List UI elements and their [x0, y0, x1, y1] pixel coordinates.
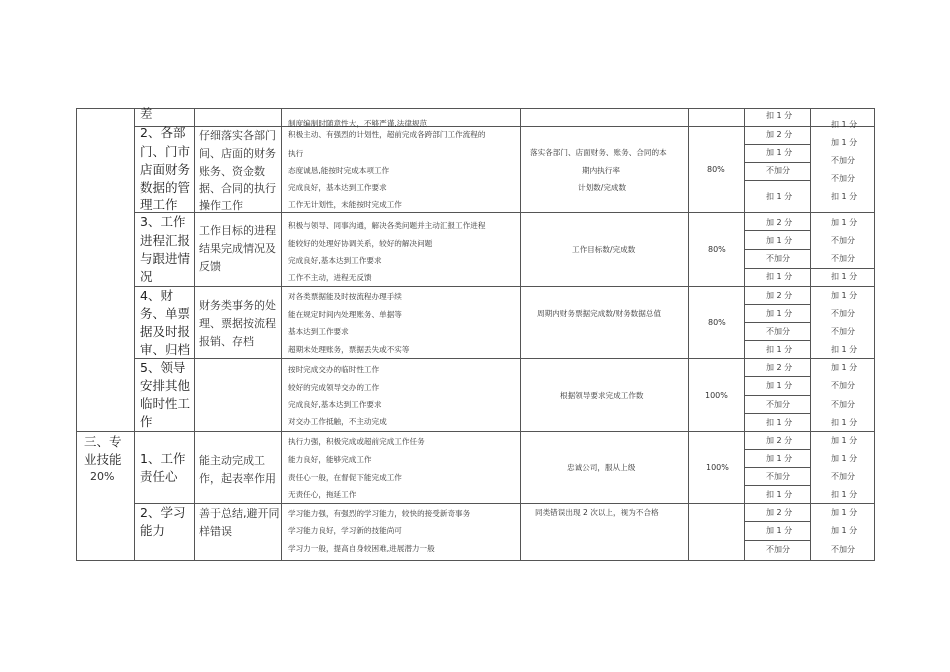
assessment-item: 作: [140, 414, 153, 429]
scoring-standard: 完成良好,基本达到工作要求: [288, 256, 382, 265]
row-divider: [76, 431, 875, 432]
target-value: 100%: [706, 463, 729, 472]
scoring-standard: 完成良好，基本达到工作要求: [288, 183, 387, 192]
score-cell: 加 2 分: [766, 218, 793, 227]
assessment-item: 责任心: [140, 469, 178, 484]
score-cell: 加 1 分: [766, 148, 793, 157]
assessment-item: 差: [140, 106, 153, 121]
adjust-cell: 加 1 分: [831, 138, 858, 147]
score-cell: 扣 1 分: [766, 111, 793, 120]
scoring-standard: 积极与领导、同事沟通，解决各类问题并主动汇报工作进程: [288, 221, 486, 230]
assessment-item: 数据的管: [140, 180, 191, 195]
scoring-standard: 学习能力良好，学习新的技能尚可: [288, 526, 402, 535]
adjust-cell: 不加分: [831, 327, 855, 336]
assessment-content: 账务、资金数: [199, 165, 265, 178]
assessment-content: 间、店面的财务: [199, 147, 276, 160]
adjust-cell: 不加分: [831, 309, 855, 318]
score-cell: 扣 1 分: [766, 192, 793, 201]
adjust-cell: 加 1 分: [831, 436, 858, 445]
scoring-standard: 能在规定时间内处理账务、单据等: [288, 310, 402, 319]
score-divider: [744, 162, 810, 163]
score-cell: 加 2 分: [766, 130, 793, 139]
score-cell: 加 1 分: [766, 309, 793, 318]
indicator-text: 忠诚公司，服从上级: [567, 463, 636, 472]
score-cell: 加 1 分: [766, 381, 793, 390]
score-cell: 不加分: [766, 166, 790, 175]
row-divider: [134, 126, 875, 127]
adjust-cell: 扣 1 分: [831, 418, 858, 427]
assessment-content: 善于总结,避开同: [199, 507, 280, 520]
scoring-standard: 执行: [288, 149, 304, 158]
table-column-divider: [810, 108, 811, 560]
score-divider: [744, 268, 874, 269]
score-divider: [744, 180, 810, 181]
adjust-cell: 加 1 分: [831, 508, 858, 517]
assessment-item: 务、单票: [140, 306, 191, 321]
score-divider: [744, 340, 810, 341]
score-cell: 不加分: [766, 400, 790, 409]
indicator-text: 计划数/完成数: [578, 183, 627, 192]
target-value: 80%: [708, 245, 726, 254]
score-cell: 加 2 分: [766, 436, 793, 445]
category-label: 业技能: [84, 452, 122, 467]
row-divider: [134, 212, 875, 213]
assessment-item: 临时性工: [140, 396, 191, 411]
score-divider: [744, 521, 810, 522]
assessment-item: 3、工作: [140, 214, 186, 229]
table-border-bottom: [76, 560, 875, 561]
target-value: 80%: [707, 165, 725, 174]
scoring-standard: 责任心一般，在督促下能完成工作: [288, 473, 402, 482]
adjust-cell: 加 1 分: [831, 526, 858, 535]
indicator-text: 根据领导要求完成工作数: [560, 391, 644, 400]
score-divider: [744, 413, 810, 414]
score-divider: [744, 322, 810, 323]
table-border-top: [76, 108, 875, 109]
score-divider: [744, 230, 810, 231]
assessment-item: 2、学习: [140, 505, 186, 520]
assessment-content: 工作目标的进程: [199, 224, 276, 237]
assessment-content: 能主动完成工: [199, 454, 265, 467]
table-column-divider: [281, 108, 282, 560]
indicator-text: 周期内财务票据完成数/财务数据总值: [537, 309, 662, 318]
score-cell: 扣 1 分: [766, 490, 793, 499]
score-divider: [744, 304, 810, 305]
score-cell: 加 1 分: [766, 454, 793, 463]
adjust-cell: 加 1 分: [831, 454, 858, 463]
assessment-content: 反馈: [199, 260, 221, 273]
scoring-standard: 执行力强，积极完成或超前完成工作任务: [288, 437, 425, 446]
adjust-cell: 扣 1 分: [831, 490, 858, 499]
score-divider: [744, 395, 810, 396]
scoring-standard: 无责任心，拖延工作: [288, 490, 357, 499]
scoring-standard: 学习力一般，提高自身较困难,进展潜力一般: [288, 544, 435, 553]
assessment-content: 操作工作: [199, 199, 243, 212]
scoring-standard: 学习能力强，有强烈的学习能力，较快的接受新奇事务: [288, 509, 471, 518]
scoring-standard: 态度诚恳,能按时完成本项工作: [288, 166, 390, 175]
adjust-cell: 不加分: [831, 254, 855, 263]
assessment-item: 4、财: [140, 288, 173, 303]
row-divider: [134, 286, 875, 287]
assessment-content: 仔细落实各部门: [199, 129, 276, 142]
score-divider: [744, 144, 810, 145]
scoring-standard: 按时完成交办的临时性工作: [288, 365, 380, 374]
indicator-text: 同类错误出现 2 次以上，视为不合格: [535, 508, 659, 517]
scoring-standard: 能较好的处理好协调关系，较好的解决问题: [288, 239, 433, 248]
scoring-standard: 对各类票据能及时按流程办理手续: [288, 292, 402, 301]
row-divider: [134, 358, 875, 359]
assessment-content: 据、合同的执行: [199, 182, 276, 195]
adjust-cell: 不加分: [831, 400, 855, 409]
table-column-divider: [744, 108, 745, 560]
assessment-item: 审、归档: [140, 342, 191, 357]
scoring-standard: 能力良好，能够完成工作: [288, 455, 372, 464]
assessment-content: 理、票据按流程: [199, 317, 276, 330]
assessment-item: 安排其他: [140, 378, 191, 393]
category-label: 三、专: [84, 434, 122, 449]
adjust-cell: 不加分: [831, 472, 855, 481]
scoring-standard: 完成良好,基本达到工作要求: [288, 400, 382, 409]
assessment-item: 门、门市: [140, 144, 191, 159]
scoring-standard: 制度编制时随意性大，不够严谨,法律规范: [288, 119, 428, 128]
indicator-text: 落实各部门、店面财务、账务、合同的本: [530, 148, 667, 157]
adjust-cell: 加 1 分: [831, 363, 858, 372]
score-cell: 扣 1 分: [766, 272, 793, 281]
assessment-item: 能力: [140, 523, 166, 538]
assessment-item: 与跟进情: [140, 251, 191, 266]
adjust-cell: 扣 1 分: [831, 272, 858, 281]
score-divider: [744, 249, 810, 250]
score-divider: [744, 540, 810, 541]
adjust-cell: 不加分: [831, 545, 855, 554]
score-cell: 扣 1 分: [766, 418, 793, 427]
assessment-content: 结果完成情况及: [199, 242, 276, 255]
assessment-item: 店面财务: [140, 162, 191, 177]
scoring-standard: 工作不主动，进程无反馈: [288, 273, 372, 282]
assessment-item: 5、领导: [140, 360, 186, 375]
scoring-standard: 对交办工作抵触，不主动完成: [288, 417, 387, 426]
scoring-standard: 较好的完成领导交办的工作: [288, 383, 380, 392]
table-column-divider: [520, 108, 521, 560]
adjust-cell: 不加分: [831, 381, 855, 390]
score-divider: [744, 449, 810, 450]
score-cell: 不加分: [766, 472, 790, 481]
table-border-left: [76, 108, 77, 560]
target-value: 80%: [708, 318, 726, 327]
assessment-content: 样错误: [199, 525, 232, 538]
score-cell: 扣 1 分: [766, 345, 793, 354]
score-cell: 加 1 分: [766, 526, 793, 535]
table-column-divider: [134, 108, 135, 560]
table-border-right: [874, 108, 875, 560]
adjust-cell: 不加分: [831, 156, 855, 165]
assessment-content: 报销、存档: [199, 335, 254, 348]
score-cell: 不加分: [766, 545, 790, 554]
table-column-divider: [194, 108, 195, 560]
score-cell: 加 2 分: [766, 291, 793, 300]
assessment-item: 1、工作: [140, 451, 186, 466]
score-cell: 加 2 分: [766, 363, 793, 372]
target-value: 100%: [705, 391, 728, 400]
assessment-item: 理工作: [140, 197, 178, 212]
score-cell: 加 1 分: [766, 236, 793, 245]
score-cell: 不加分: [766, 254, 790, 263]
adjust-cell: 不加分: [831, 174, 855, 183]
score-divider: [744, 485, 810, 486]
indicator-text: 工作目标数/完成数: [572, 245, 636, 254]
scoring-standard: 工作无计划性，未能按时完成工作: [288, 200, 402, 209]
scoring-standard: 超期未处理账务，票据丢失或不实等: [288, 345, 410, 354]
score-cell: 加 2 分: [766, 508, 793, 517]
category-weight: 20%: [90, 470, 115, 483]
score-divider: [744, 376, 810, 377]
assessment-item: 进程汇报: [140, 233, 191, 248]
assessment-item: 据及时报: [140, 324, 191, 339]
scoring-standard: 基本达到工作要求: [288, 327, 349, 336]
score-divider: [744, 467, 810, 468]
table-column-divider: [688, 108, 689, 560]
scoring-standard: 积极主动、有强烈的计划性，超前完成各跨部门工作流程的: [288, 130, 486, 139]
score-cell: 不加分: [766, 327, 790, 336]
row-divider: [134, 503, 875, 504]
adjust-cell: 扣 1 分: [831, 120, 858, 129]
indicator-text: 期内执行率: [582, 166, 620, 175]
assessment-item: 况: [140, 269, 153, 284]
assessment-item: 2、各部: [140, 125, 186, 140]
adjust-cell: 不加分: [831, 236, 855, 245]
adjust-cell: 扣 1 分: [831, 345, 858, 354]
assessment-content: 作，起表率作用: [199, 472, 276, 485]
adjust-cell: 加 1 分: [831, 291, 858, 300]
assessment-content: 财务类事务的处: [199, 299, 276, 312]
adjust-cell: 加 1 分: [831, 218, 858, 227]
adjust-cell: 扣 1 分: [831, 192, 858, 201]
